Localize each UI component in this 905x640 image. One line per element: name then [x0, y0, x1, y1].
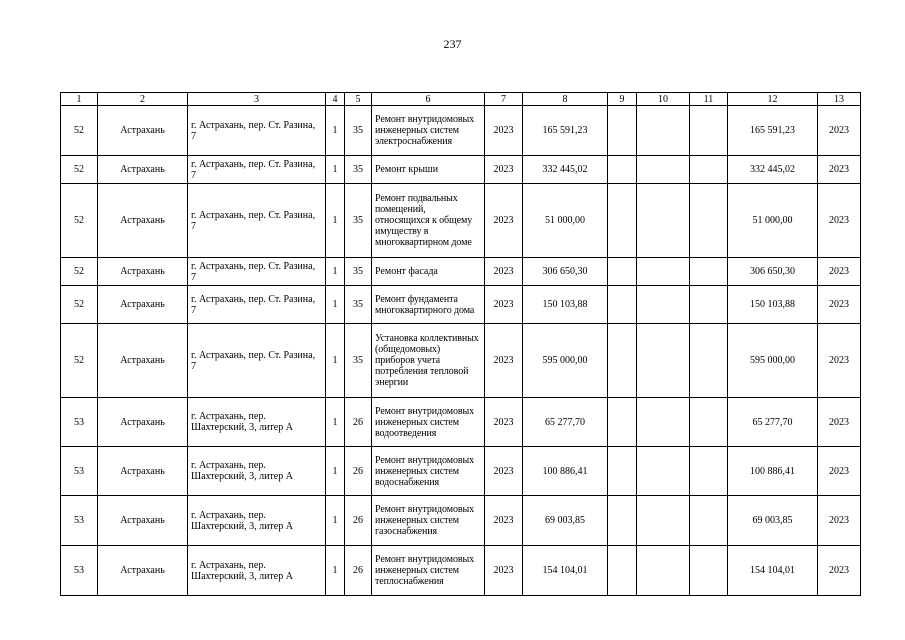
table-row [61, 546, 861, 596]
city-cell: Астрахань [98, 447, 188, 496]
page-number: 237 [443, 37, 462, 51]
year-cell: 2023 [485, 106, 523, 156]
col10-cell [637, 496, 690, 546]
col10-cell [637, 324, 690, 398]
work-type-cell: Ремонт крыши [372, 156, 485, 184]
total-cost-cell: 65 277,70 [523, 398, 608, 447]
col5-cell: 26 [345, 496, 372, 546]
col13-cell: 2023 [818, 496, 861, 546]
total-cost-cell: 154 104,01 [523, 546, 608, 596]
col4-cell: 1 [326, 258, 345, 286]
column-number-row [61, 93, 861, 106]
work-type-cell: Ремонт фасада [372, 258, 485, 286]
col13-cell: 2023 [818, 184, 861, 258]
address-cell: г. Астрахань, пер. Шахтерский, 3, литер А [188, 447, 326, 496]
col4-cell: 1 [326, 106, 345, 156]
column-header: 1 [61, 93, 98, 106]
col13-cell: 2023 [818, 546, 861, 596]
column-header: 9 [608, 93, 637, 106]
address-cell: г. Астрахань, пер. Ст. Разина, 7 [188, 286, 326, 324]
col4-cell: 1 [326, 324, 345, 398]
column-header: 3 [188, 93, 326, 106]
address-cell: г. Астрахань, пер. Ст. Разина, 7 [188, 184, 326, 258]
work-type-cell: Ремонт внутридомовых инженерных систем водоснабжения [372, 447, 485, 496]
address-cell: г. Астрахань, пер. Шахтерский, 3, литер А [188, 398, 326, 447]
year-cell: 2023 [485, 324, 523, 398]
col9-cell [608, 156, 637, 184]
work-type-cell: Ремонт внутридомовых инженерных систем теплоснабжения [372, 546, 485, 596]
col10-cell [637, 156, 690, 184]
col9-cell [608, 398, 637, 447]
col13-cell: 2023 [818, 398, 861, 447]
address-cell: г. Астрахань, пер. Ст. Разина, 7 [188, 106, 326, 156]
col10-cell [637, 398, 690, 447]
city-cell: Астрахань [98, 398, 188, 447]
row-number: 53 [61, 398, 98, 447]
row-number: 53 [61, 447, 98, 496]
col12-cell: 165 591,23 [728, 106, 818, 156]
col5-cell: 35 [345, 184, 372, 258]
address-cell: г. Астрахань, пер. Шахтерский, 3, литер А [188, 546, 326, 596]
city-cell: Астрахань [98, 546, 188, 596]
col4-cell: 1 [326, 184, 345, 258]
col4-cell: 1 [326, 496, 345, 546]
work-type-cell: Установка коллективных (общедомовых) приборов учета потребления тепловой энергии [372, 324, 485, 398]
col13-cell: 2023 [818, 258, 861, 286]
col9-cell [608, 184, 637, 258]
work-type-cell: Ремонт подвальных помещений, относящихся к общему имуществу в многоквартирном доме [372, 184, 485, 258]
col4-cell: 1 [326, 447, 345, 496]
col13-cell: 2023 [818, 286, 861, 324]
address-cell: г. Астрахань, пер. Ст. Разина, 7 [188, 324, 326, 398]
year-cell: 2023 [485, 286, 523, 324]
column-header: 5 [345, 93, 372, 106]
row-number: 53 [61, 496, 98, 546]
address-cell: г. Астрахань, пер. Ст. Разина, 7 [188, 258, 326, 286]
city-cell: Астрахань [98, 106, 188, 156]
total-cost-cell: 100 886,41 [523, 447, 608, 496]
table-row [61, 398, 861, 447]
col10-cell [637, 546, 690, 596]
column-header: 2 [98, 93, 188, 106]
work-type-cell: Ремонт фундамента многоквартирного дома [372, 286, 485, 324]
row-number: 52 [61, 106, 98, 156]
col5-cell: 35 [345, 286, 372, 324]
col9-cell [608, 496, 637, 546]
total-cost-cell: 306 650,30 [523, 258, 608, 286]
column-header: 12 [728, 93, 818, 106]
col4-cell: 1 [326, 546, 345, 596]
city-cell: Астрахань [98, 286, 188, 324]
col5-cell: 26 [345, 546, 372, 596]
city-cell: Астрахань [98, 258, 188, 286]
col13-cell: 2023 [818, 447, 861, 496]
table-row [61, 184, 861, 258]
year-cell: 2023 [485, 447, 523, 496]
col13-cell: 2023 [818, 324, 861, 398]
col10-cell [637, 258, 690, 286]
col4-cell: 1 [326, 286, 345, 324]
col5-cell: 35 [345, 324, 372, 398]
col5-cell: 26 [345, 447, 372, 496]
col12-cell: 69 003,85 [728, 496, 818, 546]
work-schedule-table [60, 92, 861, 596]
col11-cell [690, 324, 728, 398]
col5-cell: 35 [345, 156, 372, 184]
col4-cell: 1 [326, 156, 345, 184]
year-cell: 2023 [485, 398, 523, 447]
column-header: 11 [690, 93, 728, 106]
year-cell: 2023 [485, 496, 523, 546]
table-row [61, 106, 861, 156]
column-header: 6 [372, 93, 485, 106]
col12-cell: 154 104,01 [728, 546, 818, 596]
col4-cell: 1 [326, 398, 345, 447]
work-type-cell: Ремонт внутридомовых инженерных систем электроснабжения [372, 106, 485, 156]
col12-cell: 332 445,02 [728, 156, 818, 184]
col12-cell: 595 000,00 [728, 324, 818, 398]
col9-cell [608, 286, 637, 324]
total-cost-cell: 595 000,00 [523, 324, 608, 398]
col11-cell [690, 184, 728, 258]
column-header: 7 [485, 93, 523, 106]
year-cell: 2023 [485, 184, 523, 258]
col11-cell [690, 156, 728, 184]
year-cell: 2023 [485, 258, 523, 286]
col10-cell [637, 106, 690, 156]
col11-cell [690, 496, 728, 546]
row-number: 52 [61, 286, 98, 324]
col11-cell [690, 286, 728, 324]
table-row [61, 447, 861, 496]
col12-cell: 65 277,70 [728, 398, 818, 447]
col10-cell [637, 184, 690, 258]
col12-cell: 306 650,30 [728, 258, 818, 286]
col11-cell [690, 447, 728, 496]
city-cell: Астрахань [98, 184, 188, 258]
year-cell: 2023 [485, 546, 523, 596]
total-cost-cell: 332 445,02 [523, 156, 608, 184]
row-number: 52 [61, 156, 98, 184]
row-number: 52 [61, 184, 98, 258]
city-cell: Астрахань [98, 156, 188, 184]
col10-cell [637, 286, 690, 324]
col5-cell: 35 [345, 106, 372, 156]
row-number: 52 [61, 324, 98, 398]
work-type-cell: Ремонт внутридомовых инженерных систем водоотведения [372, 398, 485, 447]
table-row [61, 324, 861, 398]
city-cell: Астрахань [98, 324, 188, 398]
col12-cell: 150 103,88 [728, 286, 818, 324]
col13-cell: 2023 [818, 156, 861, 184]
total-cost-cell: 69 003,85 [523, 496, 608, 546]
col12-cell: 100 886,41 [728, 447, 818, 496]
col13-cell: 2023 [818, 106, 861, 156]
col9-cell [608, 106, 637, 156]
column-header: 10 [637, 93, 690, 106]
col5-cell: 35 [345, 258, 372, 286]
col11-cell [690, 546, 728, 596]
total-cost-cell: 165 591,23 [523, 106, 608, 156]
col5-cell: 26 [345, 398, 372, 447]
row-number: 53 [61, 546, 98, 596]
work-type-cell: Ремонт внутридомовых инженерных систем газоснабжения [372, 496, 485, 546]
table-row [61, 258, 861, 286]
city-cell: Астрахань [98, 496, 188, 546]
column-header: 13 [818, 93, 861, 106]
col9-cell [608, 546, 637, 596]
address-cell: г. Астрахань, пер. Ст. Разина, 7 [188, 156, 326, 184]
total-cost-cell: 150 103,88 [523, 286, 608, 324]
total-cost-cell: 51 000,00 [523, 184, 608, 258]
col10-cell [637, 447, 690, 496]
table-row [61, 496, 861, 546]
year-cell: 2023 [485, 156, 523, 184]
table-row [61, 156, 861, 184]
col11-cell [690, 398, 728, 447]
col11-cell [690, 258, 728, 286]
col11-cell [690, 106, 728, 156]
address-cell: г. Астрахань, пер. Шахтерский, 3, литер А [188, 496, 326, 546]
col9-cell [608, 324, 637, 398]
col9-cell [608, 258, 637, 286]
column-header: 8 [523, 93, 608, 106]
col9-cell [608, 447, 637, 496]
row-number: 52 [61, 258, 98, 286]
col12-cell: 51 000,00 [728, 184, 818, 258]
table-row [61, 286, 861, 324]
column-header: 4 [326, 93, 345, 106]
